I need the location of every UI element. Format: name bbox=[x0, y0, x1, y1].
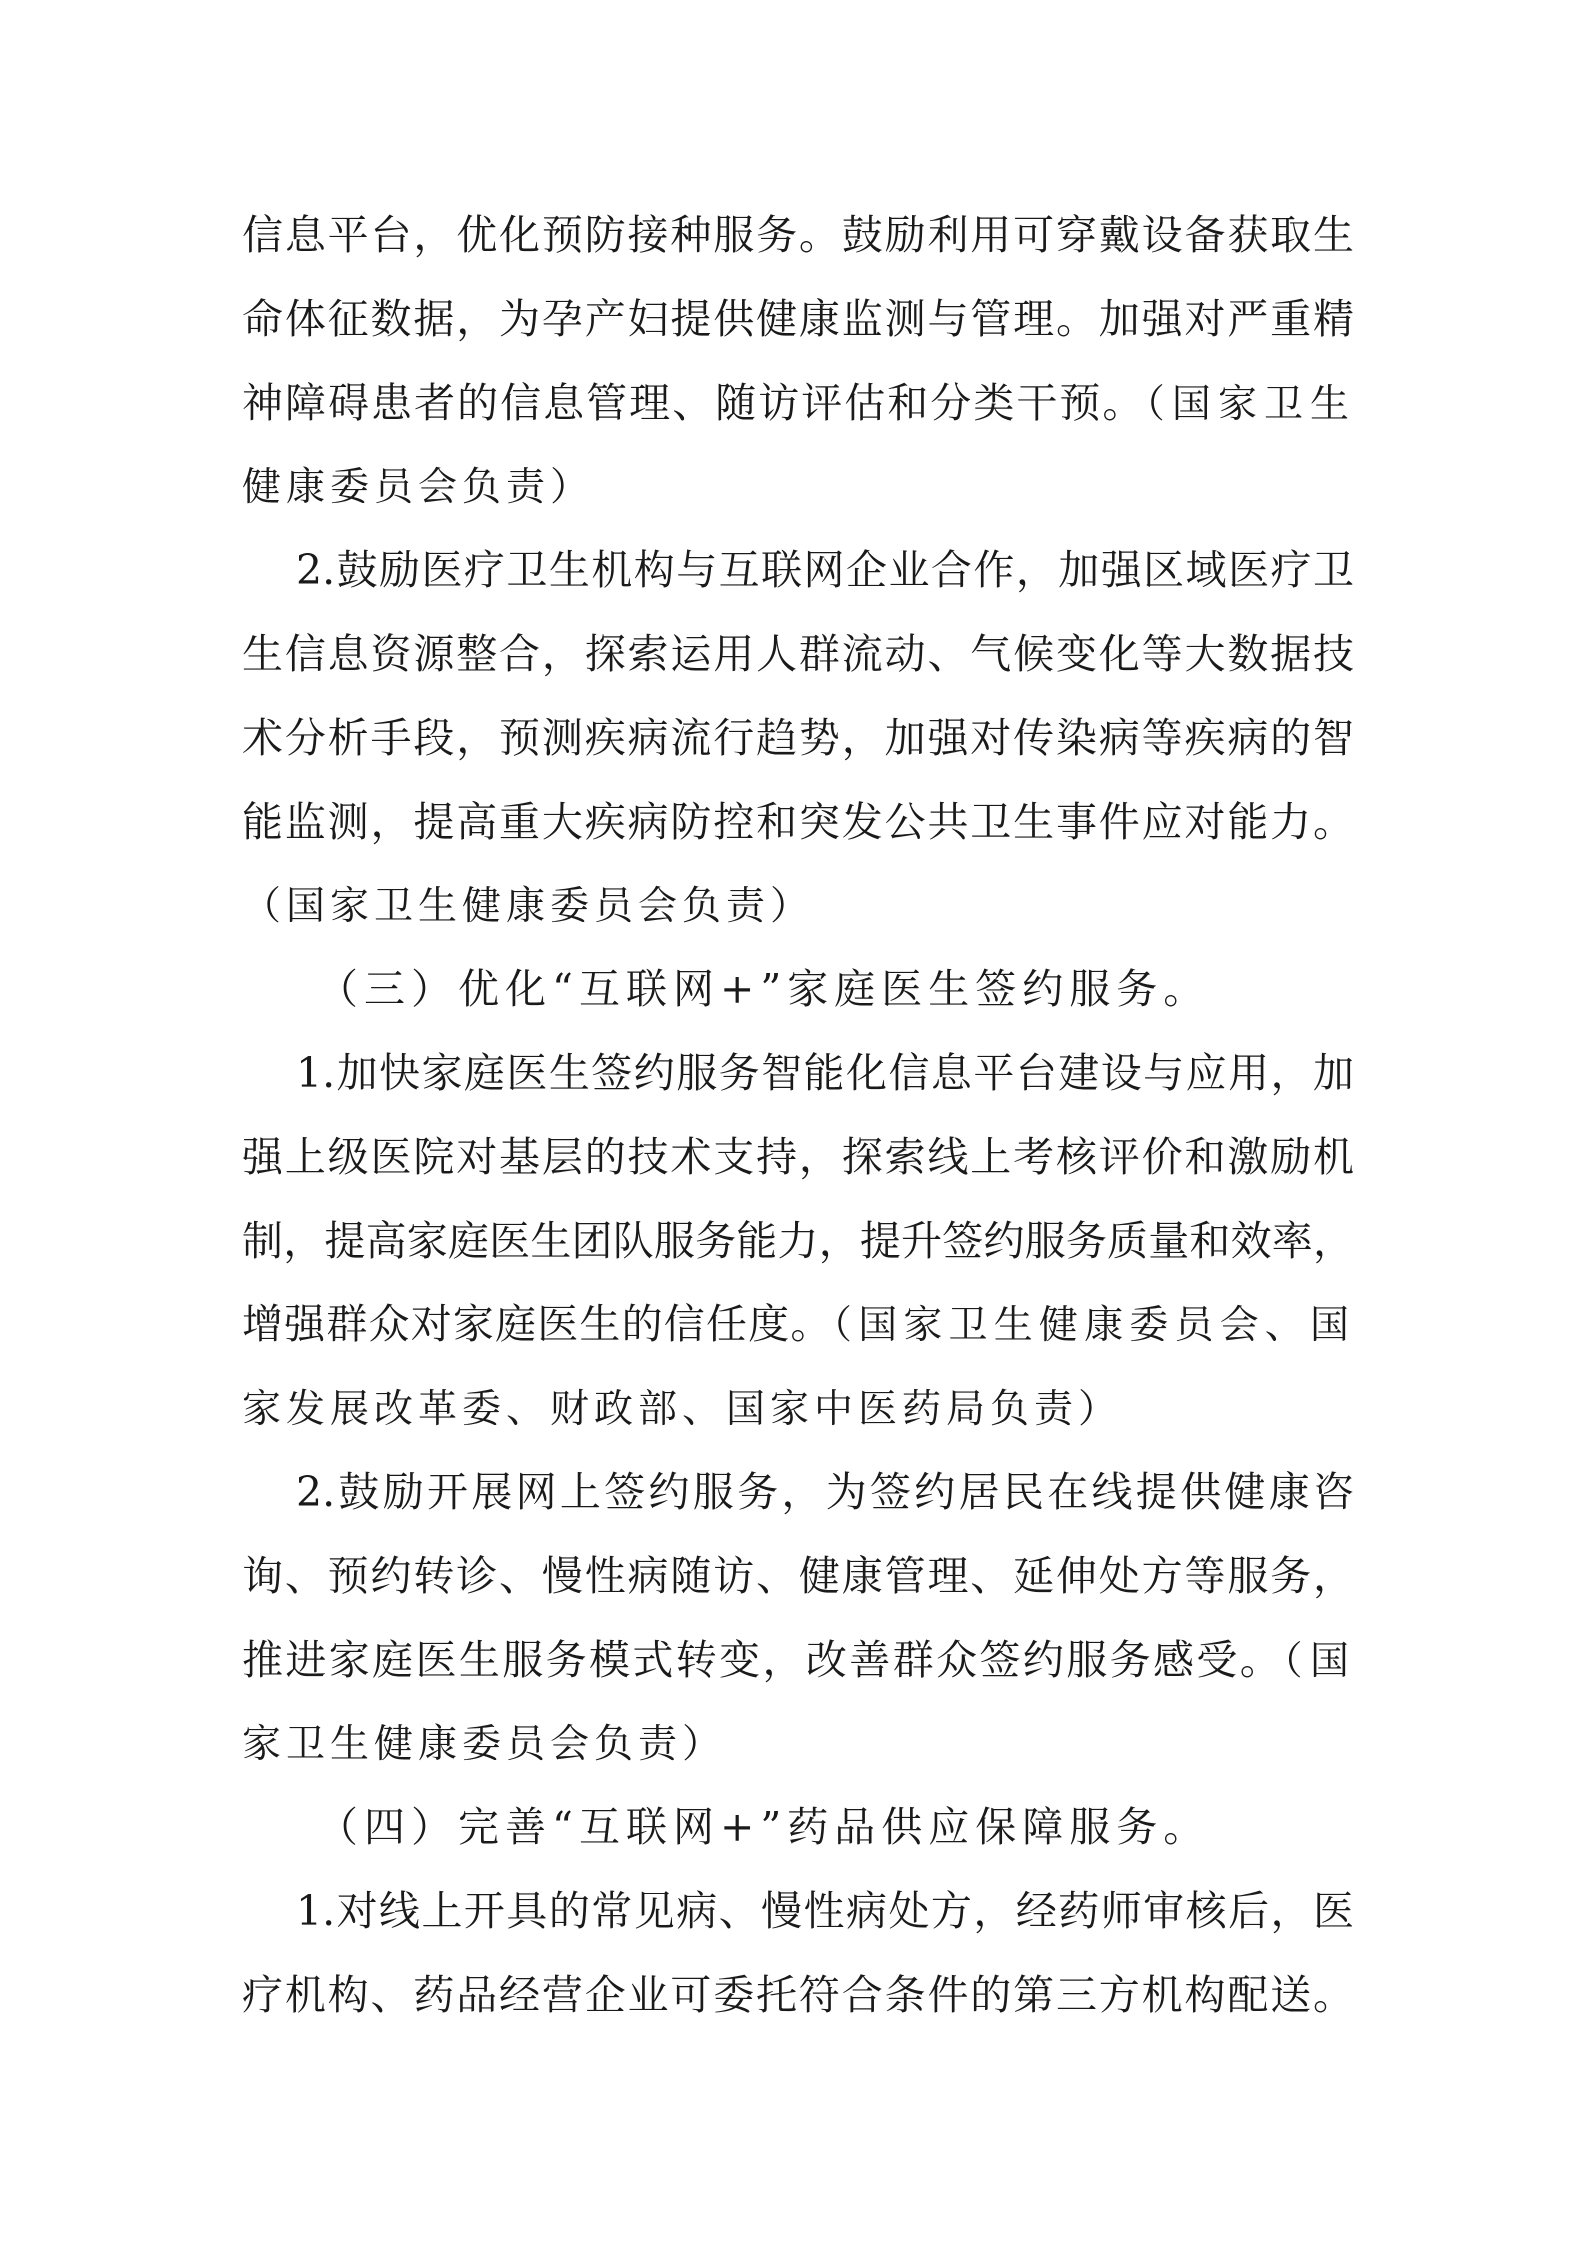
text-line bbox=[242, 1450, 1354, 1534]
section-heading bbox=[242, 947, 1354, 1031]
text-line bbox=[242, 277, 1354, 361]
line-text: 制，提高家庭医生团队服务能力，提升签约服务质量和效率， bbox=[242, 1216, 1354, 1265]
text-line bbox=[242, 444, 1354, 528]
responsible-party-note: 家发展改革委、财政部、国家中医药局负责） bbox=[242, 1387, 1123, 1433]
responsible-party-note: 健康委员会负责） bbox=[242, 465, 595, 511]
text-line bbox=[242, 780, 1354, 864]
text-line bbox=[242, 1282, 1354, 1366]
line-text: （三）优化“互联网+”家庭医生签约服务。 bbox=[317, 965, 1211, 1014]
text-line bbox=[242, 1534, 1354, 1618]
text-line bbox=[242, 1366, 1354, 1450]
text-line bbox=[242, 612, 1354, 696]
text-line bbox=[242, 1701, 1354, 1785]
responsible-party-note: （国家卫生 bbox=[1145, 381, 1354, 427]
responsible-party-note: （国 bbox=[1283, 1638, 1354, 1684]
text-line bbox=[242, 1618, 1354, 1702]
line-text: 疗机构、药品经营企业可委托符合条件的第三方机构配送。 bbox=[242, 1970, 1354, 2019]
text-line bbox=[242, 528, 1354, 612]
text-line bbox=[242, 696, 1354, 780]
responsible-party-note: （国家卫生健康委员会、国 bbox=[832, 1303, 1354, 1349]
line-text: 能监测，提高重大疾病防控和突发公共卫生事件应对能力。 bbox=[242, 797, 1354, 846]
line-text: 神障碍患者的信息管理、随访评估和分类干预。 bbox=[242, 378, 1146, 427]
text-line bbox=[242, 1031, 1354, 1115]
line-text: 命体征数据，为孕产妇提供健康监测与管理。加强对严重精 bbox=[242, 294, 1354, 343]
line-text: 2.鼓励医疗卫生机构与互联网企业合作，加强区域医疗卫 bbox=[296, 546, 1354, 595]
text-line bbox=[242, 1953, 1354, 2037]
responsible-party-note: 家卫生健康委员会负责） bbox=[242, 1722, 727, 1768]
text-line bbox=[242, 1869, 1354, 1953]
text-line bbox=[242, 1115, 1354, 1199]
responsible-party-note: （国家卫生健康委员会负责） bbox=[242, 884, 815, 930]
line-text: 增强群众对家庭医生的信任度。 bbox=[242, 1300, 833, 1349]
line-text: 推进家庭医生服务模式转变，改善群众签约服务感受。 bbox=[242, 1635, 1284, 1684]
line-text: 1.对线上开具的常见病、慢性病处方，经药师审核后，医 bbox=[296, 1887, 1354, 1935]
line-text: 强上级医院对基层的技术支持，探索线上考核评价和激励机 bbox=[242, 1132, 1354, 1181]
text-line bbox=[242, 193, 1354, 277]
line-text: 生信息资源整合，探索运用人群流动、气候变化等大数据技 bbox=[242, 630, 1354, 678]
line-text: 询、预约转诊、慢性病随访、健康管理、延伸处方等服务， bbox=[242, 1551, 1354, 1600]
text-line bbox=[242, 361, 1354, 445]
section-heading bbox=[242, 1785, 1354, 1869]
line-text: 信息平台，优化预防接种服务。鼓励利用可穿戴设备获取生 bbox=[242, 211, 1354, 259]
line-text: 术分析手段，预测疾病流行趋势，加强对传染病等疾病的智 bbox=[242, 713, 1354, 762]
text-line bbox=[242, 863, 1354, 947]
text-line bbox=[242, 1199, 1354, 1283]
line-text: 2.鼓励开展网上签约服务，为签约居民在线提供健康咨 bbox=[296, 1468, 1354, 1516]
line-text: （四）完善“互联网+”药品供应保障服务。 bbox=[317, 1803, 1211, 1852]
line-text: 1.加快家庭医生签约服务智能化信息平台建设与应用，加 bbox=[296, 1049, 1354, 1097]
